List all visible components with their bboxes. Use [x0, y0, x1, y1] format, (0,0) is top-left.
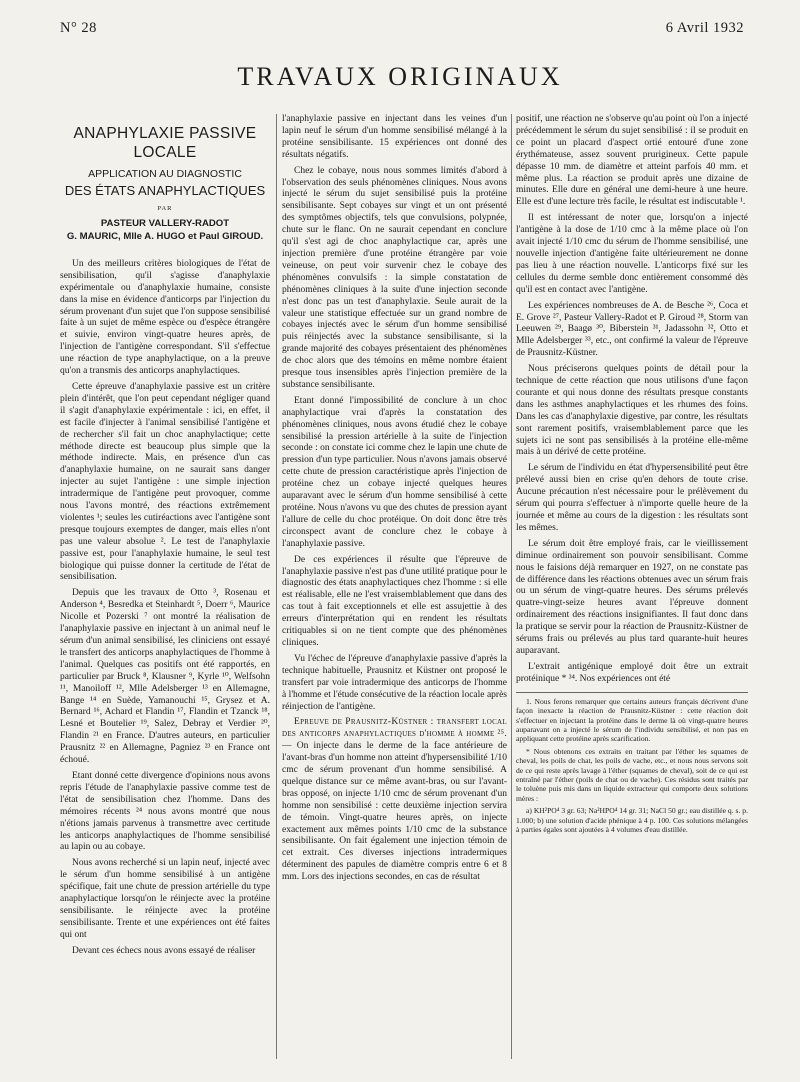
article-title-line: ANAPHYLAXIE PASSIVE	[73, 125, 257, 142]
paragraph: Les expériences nombreuses de A. de Besche ²⁶, Coca et E. Grove ²⁷, Pasteur Vallery-Radot et P. Giroud ²⁸, Storm van Leeuwen ²⁹, Baagø ³⁰, Biberstein ³¹, Jadassohn ³², Otto et Mlle Adelsberger ³³, etc., ont confirmé la valeur de l'épreuve de Prausnitz-Küstner.	[516, 300, 748, 359]
article-title	[60, 124, 270, 162]
subsection-heading-text: Epreuve de Prausnitz-Küstner : transfert local des anticorps anaphylactiques d'homme à homme ²⁵.	[282, 717, 507, 740]
paragraph: Cette épreuve d'anaphylaxie passive est un critère plein d'intérêt, que l'on peut cependant négliger quand il s'agit d'anaphylaxie expérimentale : ici, en effet, il est facile d'injecter à l'animal sensibilisé l'antigène et de rechercher s'il fait un choc anaphylactique; cette méthode directe est beaucoup plus simple que la méthode indirecte. Mais, en présence d'un cas d'anaphylaxie humaine, on ne saurait sans danger injecter au sujet l'antigène : une simple injection intradermique de l'antigène peut provoquer, comme nous l'avons montré, des réactions extrêmement violentes ¹; seules les cutiréactions avec l'antigène sont presque toujours exemptes de danger, mais elles n'ont pas une valeur absolue ². Le test de l'anaphylaxie passive est, pour l'anaphylaxie humaine, le seul test biologique qui puisse donner la certitude de l'état de sensibilisation.	[60, 381, 270, 583]
column-3	[516, 114, 748, 1059]
page-header	[60, 20, 744, 42]
issue-date: 6 Avril 1932	[665, 20, 744, 36]
author-line: PASTEUR VALLERY-RADOT	[100, 217, 230, 229]
paragraph: positif, une réaction ne s'observe qu'au point où l'on a injecté précédemment le sérum du sujet sensibilisé : il se produit en ce point un placard d'aspect ortié entouré d'une zone érythémateuse, assez souvent prurigineux. Cette papule dépasse 10 mm. de diamètre et atteint parfois 40 mm. et même plus. La réaction se produit après une dizaine de minutes. Elle dure en général une demi-heure à une heure. Elle est d'une lecture très facile, le résultat est indiscutable ¹.	[516, 114, 748, 208]
section-title: TRAVAUX ORIGINAUX	[237, 62, 563, 91]
paragraph: Etant donné l'impossibilité de conclure à un choc anaphylactique vrai d'après la constatation des phénomènes cliniques, nous avons étudié chez le cobaye sensibilisé la pression artérielle à la suite de l'injection seconde : on constate ici comme chez le lapin une chute de pression d'un type particulier. Nous n'avons jamais observé cette chute de pression caractéristique après l'injection de protéine chez un cobaye injecté quelques heures auparavant avec le sérum d'un homme sensibilisé à cette protéine. Nous n'avons vu que des chutes de pression ayant l'allure de celle du choc protéique. On doit donc être très circonspect avant de conclure chez le cobaye à l'anaphylaxie passive.	[282, 395, 507, 549]
paragraph: l'anaphylaxie passive en injectant dans les veines d'un lapin neuf le sérum d'un homme sensibilisé mélangé à la protéine sensibilisante. 15 expériences ont donné des résultats négatifs.	[282, 114, 507, 160]
paragraph: Le sérum doit être employé frais, car le vieillissement diminue ordinairement son pouvoir sensibilisant. Comme nous le faisions déjà remarquer en 1927, on ne constate pas de différence dans les réactions obtenues avec un sérum frais ou un sérum de vingt-quatre heures. Des sérums prélevés quatre-vingt-seize heures avant l'épreuve donnent ordinairement des réactions insignifiantes. Il faut donc dans la pratique se servir pour la réaction de Prausnitz-Küstner de sérums frais ou prélevés au plus tard quarante-huit heures auparavant.	[516, 538, 748, 656]
paragraph: Chez le cobaye, nous nous sommes limités d'abord à l'observation des seuls phénomènes cliniques. Nous avons injecté le sérum du sujet sensibilisé puis la protéine sensibilisante. Sept cobayes sur vingt et un ont présenté des symptômes objectifs, tels que convulsions, polypnée, chute sur le flanc. On ne saurait cependant en conclure qu'il s'est agi de choc anaphylactique car, après une injection première d'une protéine étrangère par voie veineuse, on peut voir survenir chez le cobaye des phénomènes convulsifs : la simple constatation de phénomènes cliniques à la suite d'une injection seconde n'est donc pas un test d'anaphylaxie. Seule aurait de la valeur une statistique effectuée sur un grand nombre de cobayes injectés avec le sérum d'un homme sensibilisé puis réinjectés avec la substance sensibilisante, si la grande majorité des cobayes présentaient des phénomènes de choc alors que des témoins en même nombre étaient presque tous insensibles après l'injection première de la substance sensibilisante.	[282, 165, 507, 390]
paragraph: De ces expériences il résulte que l'épreuve de l'anaphylaxie passive n'est pas d'une utilité pratique pour le diagnostic des états anaphylactiques chez l'homme : si elle est réalisable, elle ne l'est vraisemblablement que dans des cas tout à fait exceptionnels et elle est assujettie à des erreurs d'interprétation qui en rendent les résultats critiquables si on ne tient compte que des phénomènes cliniques.	[282, 554, 507, 648]
byline-par: PAR	[157, 205, 173, 212]
footnote: a) KH²PO⁴ 3 gr. 63; Na²HPO⁴ 14 gr. 31; NaCl 50 gr.; eau distillée q. s. p. 1.000; b) une solution d'acide phénique à 4 p. 100. Ces solutions mélangées à parties égales sont ajoutées à 4 volumes d'eau distillée.	[516, 806, 748, 834]
article-title-line: LOCALE	[133, 144, 197, 161]
column-divider	[511, 114, 512, 1059]
author-line: G. MAURIC, Mlle A. HUGO et Paul GIROUD.	[66, 230, 264, 242]
paragraph: On injecte dans le derme de la face antérieure de l'avant-bras d'un homme non atteint d'hypersensibilité 1/10 cmc de sérum provenant d'un homme sensibilisé. A quelque distance sur ce même avant-bras, ou sur l'avant-bras opposé, on injecte 1/10 cmc de sérum provenant d'un homme non sensibilisé : cette deuxième injection servira de témoin. Vingt-quatre heures après, on injecte exactement aux mêmes points 1/10 cmc de la substance sensibilisante. On fait également une injection témoin de cet extrait. Ces diverses injections intradermiques déterminent des papules de diamètre compris entre 6 et 8 mm. Lors des injections secondes, en cas de résultat	[282, 741, 507, 883]
column-2	[282, 114, 507, 1059]
issue-number: N° 28	[60, 20, 97, 36]
paragraph: Depuis que les travaux de Otto ³, Rosenau et Anderson ⁴, Besredka et Steinhardt ⁵, Doerr ⁶, Maurice Nicolle et Pozerski ⁷ ont montré la réalisation de l'anaphylaxie passive en injectant à un animal neuf le sérum d'un animal sensibilisé, les cliniciens ont essayé le transfert des anticorps anaphylactiques de l'homme à l'animal. Quelques cas positifs ont été rapportés, en particulier par Bruck ⁸, Klausner ⁹, Kyrle ¹⁰, Welfsohn ¹¹, Manoiloff ¹², Mlle Adelsberger ¹³ en Allemagne, Bange ¹⁴ en Suède, Yamanouchi ¹⁵, Grysez et A. Bernard ¹⁶, Achard et Flandin ¹⁷, Flandin et Tzanck ¹⁸, Lesné et Boutelier ¹⁹, Salez, Debray et Verdier ²⁰, Flandin ²¹ en France. D'autres auteurs, en particulier Prausnitz ²² en Allemagne, Pagniez ²³ en France ont échoué.	[60, 588, 270, 766]
column-1	[60, 114, 270, 1059]
paragraph: Le sérum de l'individu en état d'hypersensibilité peut être prélevé aussi bien en crise qu'en dehors de toute crise. Aucune précaution n'est nécessaire pour le prélèvement du sérum qui pourra s'effectuer à n'importe quelle heure de la journée et même au cours de la digestion : les résultats sont les mêmes.	[516, 463, 748, 533]
paragraph: Il est intéressant de noter que, lorsqu'on a injecté l'antigène à la dose de 1/10 cmc à la même place où l'on avait injecté 1/10 cmc du sérum de l'homme sensibilisé, une nouvelle injection d'antigène faite ultérieurement ne donne pas lieu à une réaction nouvelle. L'anticorps fixé sur les cellules du derme semble donc entièrement consommé dès qu'il est en contact avec l'antigène.	[516, 213, 748, 295]
footnote: 1. Nous ferons remarquer que certains auteurs français décrivent d'une façon inexacte la réaction de Prausnitz-Küstner : cette réaction doit s'effectuer en injectant la protéine dans le derme là où vingt-quatre heures auparavant on a injecté le sérum de l'individu sensibilisé, et non pas en appliquant cette protéine après scarification.	[516, 696, 748, 744]
footnotes	[516, 692, 748, 835]
subsection-heading: Epreuve de Prausnitz-Küstner : transfert local des anticorps anaphylactiques d'homme à homme ²⁵. — On injecte dans le derme de la face antérieure de l'avant-bras d'un homme non atteint d'hypersensibilité 1/10 cmc de sérum provenant d'un homme sensibilisé. A quelque distance sur ce même avant-bras, ou sur l'avant-bras opposé, on injecte 1/10 cmc de sérum provenant d'un homme non sensibilisé : cette deuxième injection servira de témoin. Vingt-quatre heures après, on injecte exactement aux mêmes points 1/10 cmc de la substance sensibilisante. On fait également une injection témoin de cet extrait. Ces diverses injections intradermiques déterminent des papules de diamètre compris entre 6 et 8 mm. Lors des injections secondes, en cas de résultat	[282, 717, 507, 883]
paragraph: Vu l'échec de l'épreuve d'anaphylaxie passive d'après la technique habituelle, Prausnitz et Küstner ont proposé le transfert par voie intradermique des anticorps de l'homme à l'homme et l'étude consécutive de la réaction locale après réinjection de l'antigène.	[282, 653, 507, 712]
paragraph: Nous préciserons quelques points de détail pour la technique de cette réaction que nous utilisons d'une façon courante et qui nous donne des résultats presque constants dans les asthmes anaphylactiques et les rhumes des foins. Dans les cas d'anaphylaxie digestive, par contre, les résultats sont rarement positifs, vraisemblablement parce que les sujets ici ne sont pas sensibilisés à la protéine elle-même mais à un dérivé de cette protéine.	[516, 364, 748, 458]
column-divider	[276, 114, 277, 1059]
paragraph: Nous avons recherché si un lapin neuf, injecté avec le sérum d'un homme sensibilisé à un antigène spécifique, fait une chute de pression artérielle du type anaphylactique lorsqu'on le réinjecte avec la protéine sensibilisante. le réinjecte avec la protéine sensibilisante. Trente et une expériences ont été faites qui ont	[60, 858, 270, 940]
article-subtitle: APPLICATION AU DIAGNOSTIC	[88, 168, 242, 180]
article-subtitle: DES ÉTATS ANAPHYLACTIQUES	[64, 183, 266, 198]
paragraph: L'extrait antigénique employé doit être un extrait protéinique * ³⁴. Nos expériences ont été	[516, 661, 748, 684]
paragraph: Etant donné cette divergence d'opinions nous avons repris l'étude de l'anaphylaxie passive comme test de l'état de sensibilisation chez l'homme. Dans des mémoires récents ²⁴ nous avons montré que nous n'étions jamais parvenus à transmettre avec certitude les anticorps anaphylactiques de l'homme sensibilisé au lapin ou au cobaye.	[60, 770, 270, 853]
footnote: * Nous obtenons ces extraits en traitant par l'éther les squames de cheval, les poils de chat, les poils de vache, etc., et nous nous servons soit de ce qui reste après lavage à l'éther (squames de cheval), soit de ce qui est entraîné par l'éther (poils de chat ou de vache). Ces résidus sont traités par le toluène puis mis dans un liquide extracteur qui comporte deux solutions mères :	[516, 746, 748, 803]
paragraph: Devant ces échecs nous avons essayé de réaliser	[72, 945, 256, 956]
paragraph: Un des meilleurs critères biologiques de l'état de sensibilisation, qu'il s'agisse d'anaphylaxie expérimentale ou d'anaphylaxie humaine, consiste dans la mise en évidence d'anticorps par l'injection du sérum provenant d'un sujet que l'on suppose sensibilisé faite à un sujet de même espèce ou d'espèce étrangère et suivie, environ vingt-quatre heures après, de l'injection de l'antigène correspondant. S'il s'effectue une réaction de type anaphylactique, on a la preuve qu'on a transmis des anticorps anaphylactiques.	[60, 258, 270, 377]
